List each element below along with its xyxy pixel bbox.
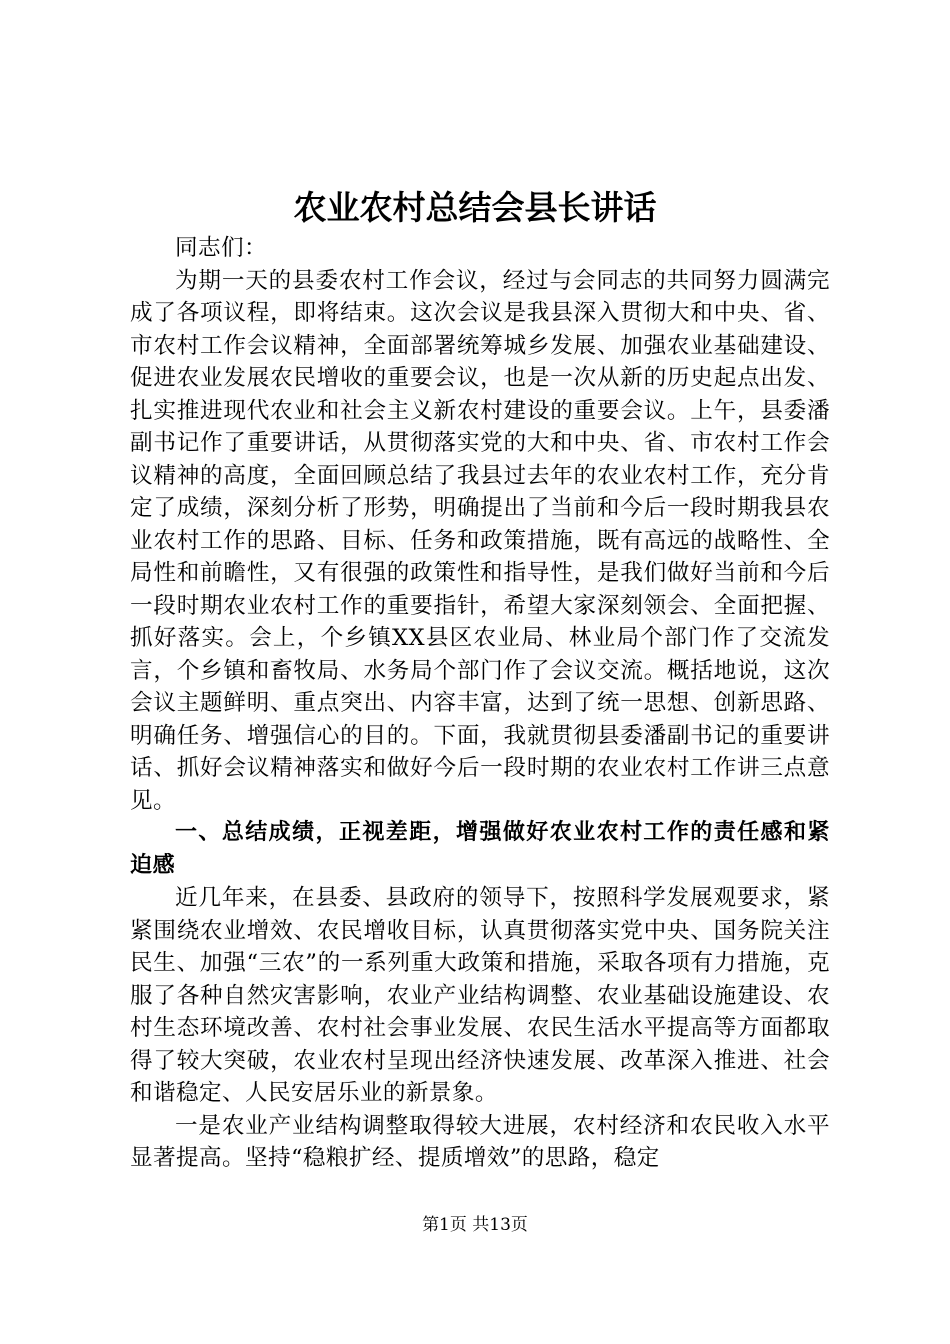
section-heading-1: 一、总结成绩，正视差距，增强做好农业农村工作的责任感和紧迫感 (130, 820, 830, 878)
opening-paragraph: 为期一天的县委农村工作会议，经过与会同志的共同努力圆满完成了各项议程，即将结束。这次会议是我县深入贯彻大和中央、省、市农村工作会议精神，全面部署统筹城乡发展、加强农业基础建设、促进农业发展农民增收的重要会议，也是一次从新的历史起点出发、扎实推进现代农业和社会主义新农村建设的重要会议。上午，县委潘副书记作了重要讲话，从贯彻落实党的大和中央、省、市农村工作会议精神的高度，全面回顾总结了我县过去年的农业农村工作，充分肯定了成绩，深刻分析了形势，明确提出了当前和今后一段时期我县农业农村工作的思路、目标、任务和政策措施，既有高远的战略性、全局性和前瞻性，又有很强的政策性和指导性，是我们做好当前和今后一段时期农业农村工作的重要指针，希望大家深刻领会、全面把握、抓好落实。会上，个乡镇XX县区农业局、林业局个部门作了交流发言，个乡镇和畜牧局、水务局个部门作了会议交流。概括地说，这次会议主题鲜明、重点突出、内容丰富，达到了统一思想、创新思路、明确任务、增强信心的目的。下面，我就贯彻县委潘副书记的重要讲话、抓好会议精神落实和做好今后一段时期的农业农村工作讲三点意见。 (130, 267, 830, 814)
salutation-paragraph: 同志们： (175, 235, 267, 261)
page-number-footer: 第1页 共13页 (422, 1215, 528, 1235)
section-1-paragraph: 近几年来，在县委、县政府的领导下，按照科学发展观要求，紧紧围绕农业增效、农民增收目标，认真贯彻落实党中央、国务院关注民生、加强“三农”的一系列重大政策和措施，采取各项有力措施，克服了各种自然灾害影响，农业产业结构调整、农业基础设施建设、农村生态环境改善、农村社会事业发展、农民生活水平提高等方面都取得了较大突破，农业农村呈现出经济快速发展、改革深入推进、社会和谐稳定、人民安居乐业的新景象。 (130, 885, 830, 1106)
document-title: 农业农村总结会县长讲话 (293, 188, 657, 227)
section-1-point-1-paragraph: 一是农业产业结构调整取得较大进展，农村经济和农民收入水平显著提高。坚持“稳粮扩经、提质增效”的思路，稳定 (130, 1112, 830, 1171)
document-body (130, 232, 830, 1175)
